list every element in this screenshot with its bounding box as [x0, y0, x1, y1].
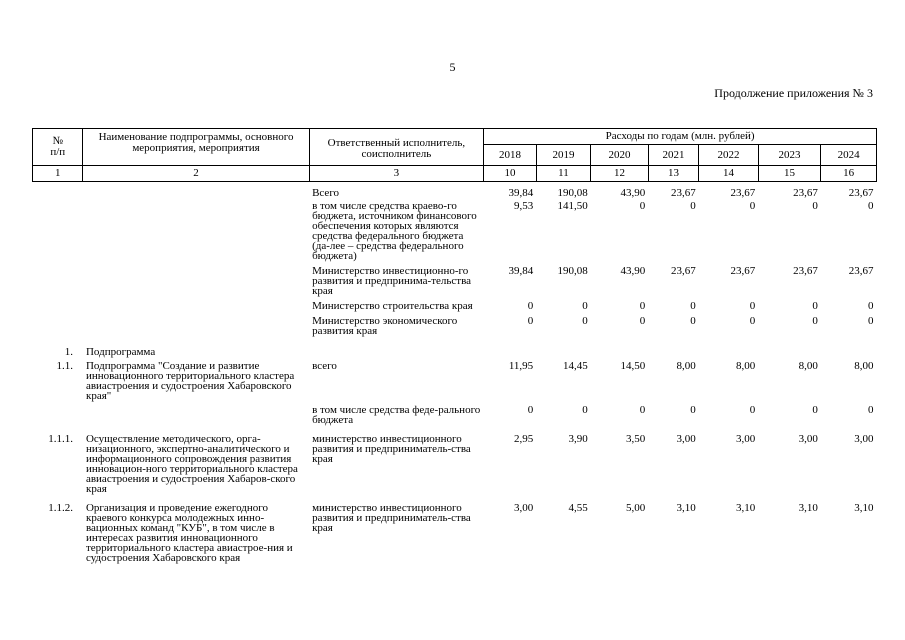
row-number — [33, 182, 83, 201]
row-value: 190,08 — [557, 265, 588, 277]
column-index-cell: 15 — [758, 166, 821, 182]
row-value: 5,00 — [625, 502, 646, 514]
row-value: 0 — [812, 315, 818, 327]
table-body — [33, 182, 877, 564]
row-value: 3,00 — [513, 502, 534, 514]
row-value: 3,10 — [735, 502, 756, 514]
row-value: 0 — [749, 404, 756, 416]
row-value: 0 — [812, 200, 818, 212]
continuation-label: Продолжение приложения № 3 — [714, 86, 873, 100]
row-number — [33, 404, 83, 433]
row-executor: в том числе средства феде-рального бюджета — [312, 404, 481, 426]
row-value: 14,50 — [620, 360, 646, 372]
row-value: 23,67 — [730, 265, 756, 277]
row-value — [821, 346, 877, 360]
row-value: 0 — [690, 315, 696, 327]
row-value: 0 — [812, 300, 818, 312]
row-value: 8,00 — [676, 360, 696, 372]
header-year: 2021 — [648, 145, 698, 166]
row-value: 23,67 — [730, 187, 756, 199]
row-name: Организация и проведение ежегодного краевого конкурса молодежных инно-вационных команд "КУБ", в том числе в интересах развития инновационного территориального кластера авиастрое-ния и судостроения Хабаровского края — [85, 502, 293, 564]
table-row — [33, 265, 877, 300]
header-name: Наименование подпрограммы, основного мероприятия, мероприятия — [83, 129, 309, 166]
table-row — [33, 433, 877, 502]
row-executor: Министерство строительства края — [312, 300, 473, 312]
row-value — [536, 346, 591, 360]
row-value: 141,50 — [557, 200, 588, 212]
row-number: 1.1. — [56, 360, 73, 372]
row-value: 0 — [639, 404, 646, 416]
row-number — [33, 265, 83, 300]
row-value: 8,00 — [854, 360, 874, 372]
row-value — [484, 346, 536, 360]
expenses-table — [32, 128, 877, 563]
column-index-cell: 12 — [591, 166, 649, 182]
row-value: 3,10 — [854, 502, 874, 514]
table-row — [33, 315, 877, 346]
row-value: 23,67 — [848, 187, 874, 199]
row-value: 39,84 — [508, 265, 534, 277]
row-executor: министерство инвестиционного развития и предприниматель-ства края — [312, 433, 471, 465]
row-executor: Всего — [312, 187, 340, 199]
row-value: 0 — [749, 200, 756, 212]
row-value: 11,95 — [508, 360, 534, 372]
row-value: 23,67 — [670, 187, 696, 199]
row-name — [83, 200, 309, 265]
row-executor — [309, 346, 484, 360]
row-value: 23,67 — [793, 187, 818, 199]
row-name — [83, 300, 309, 315]
row-value — [648, 346, 698, 360]
row-name — [83, 404, 309, 433]
row-value: 0 — [639, 200, 646, 212]
table-row — [33, 404, 877, 433]
row-value: 0 — [868, 300, 874, 312]
row-value: 0 — [690, 200, 696, 212]
row-name — [83, 265, 309, 300]
row-value: 23,67 — [793, 265, 818, 277]
row-value: 3,50 — [625, 433, 646, 445]
row-value: 0 — [582, 315, 588, 327]
table-row — [33, 346, 877, 360]
column-index-cell: 16 — [821, 166, 877, 182]
row-value: 39,84 — [508, 187, 534, 199]
row-value — [758, 346, 821, 360]
row-number: 1.1.2. — [48, 502, 73, 514]
table-row — [33, 200, 877, 265]
row-value: 43,90 — [620, 265, 646, 277]
row-value: 3,00 — [676, 433, 696, 445]
row-value: 0 — [690, 300, 696, 312]
row-executor: в том числе средства краево-го бюджета, источником финансового обеспечения которых являются средства федерального бюджета (да-лее – средства федерального бюджета) — [312, 200, 477, 262]
row-value: 0 — [690, 404, 696, 416]
column-index-cell: 10 — [484, 166, 536, 182]
row-executor: министерство инвестиционного развития и предприниматель-ства края — [312, 502, 471, 534]
header-year: 2022 — [699, 145, 759, 166]
row-value: 8,00 — [798, 360, 818, 372]
header-year: 2019 — [536, 145, 591, 166]
row-value: 3,00 — [735, 433, 756, 445]
header-year: 2020 — [591, 145, 649, 166]
row-value: 3,00 — [798, 433, 818, 445]
header-year: 2024 — [821, 145, 877, 166]
table-row — [33, 360, 877, 404]
row-value: 0 — [527, 300, 534, 312]
column-index-cell: 1 — [33, 166, 83, 182]
column-index-cell: 3 — [309, 166, 484, 182]
column-index-cell: 14 — [699, 166, 759, 182]
row-value: 3,00 — [854, 433, 874, 445]
row-value: 0 — [527, 404, 534, 416]
column-index-cell: 13 — [648, 166, 698, 182]
row-value: 43,90 — [620, 187, 646, 199]
table-row — [33, 300, 877, 315]
row-value: 0 — [639, 300, 646, 312]
row-value: 0 — [527, 315, 534, 327]
page-number: 5 — [449, 60, 456, 74]
row-name — [83, 182, 309, 201]
row-value — [591, 346, 649, 360]
row-value: 0 — [868, 404, 874, 416]
row-number — [33, 315, 83, 346]
header-number: № п/п — [33, 129, 83, 166]
table-row — [33, 502, 877, 563]
row-value: 0 — [749, 315, 756, 327]
row-executor: Министерство инвестиционно-го развития и предпринима-тельства края — [312, 265, 472, 297]
row-value: 3,90 — [568, 433, 588, 445]
row-value: 3,10 — [676, 502, 696, 514]
header-year: 2023 — [758, 145, 821, 166]
row-value: 8,00 — [735, 360, 756, 372]
header-expenses: Расходы по годам (млн. рублей) — [484, 129, 877, 145]
row-number — [33, 200, 83, 265]
row-value: 0 — [812, 404, 818, 416]
row-value: 190,08 — [557, 187, 588, 199]
row-value — [699, 346, 759, 360]
row-name: Подпрограмма "Создание и развитие инновационного территориального кластера авиастроения и судостроения Хабаровского края" — [85, 360, 295, 402]
table-row — [33, 182, 877, 201]
row-executor: всего — [312, 360, 337, 372]
column-index-cell: 2 — [83, 166, 309, 182]
row-number: 1.1.1. — [48, 433, 73, 445]
row-name: Подпрограмма — [85, 346, 156, 358]
row-value: 0 — [582, 404, 588, 416]
row-value: 23,67 — [848, 265, 874, 277]
row-value: 4,55 — [568, 502, 588, 514]
row-value: 0 — [868, 315, 874, 327]
row-value: 3,10 — [798, 502, 818, 514]
row-value: 0 — [582, 300, 588, 312]
index-row — [33, 166, 877, 182]
header-year: 2018 — [484, 145, 536, 166]
row-executor: Министерство экономического развития края — [312, 315, 458, 337]
row-number: 1. — [64, 346, 73, 358]
column-index-cell: 11 — [536, 166, 591, 182]
row-value: 23,67 — [670, 265, 696, 277]
row-value: 14,45 — [562, 360, 588, 372]
row-value: 0 — [639, 315, 646, 327]
row-value: 2,95 — [513, 433, 534, 445]
row-name: Осуществление методического, орга-низационного, экспертно-аналитического и информационного сопровождения развития инновацион-ного территориального кластера авиастроения и судостроения Хабаров-ского края — [85, 433, 298, 495]
header-executor: Ответственный исполнитель, соисполнитель — [309, 129, 484, 166]
row-name — [83, 315, 309, 346]
row-value: 0 — [749, 300, 756, 312]
row-value: 0 — [868, 200, 874, 212]
row-value: 9,53 — [513, 200, 534, 212]
row-number — [33, 300, 83, 315]
